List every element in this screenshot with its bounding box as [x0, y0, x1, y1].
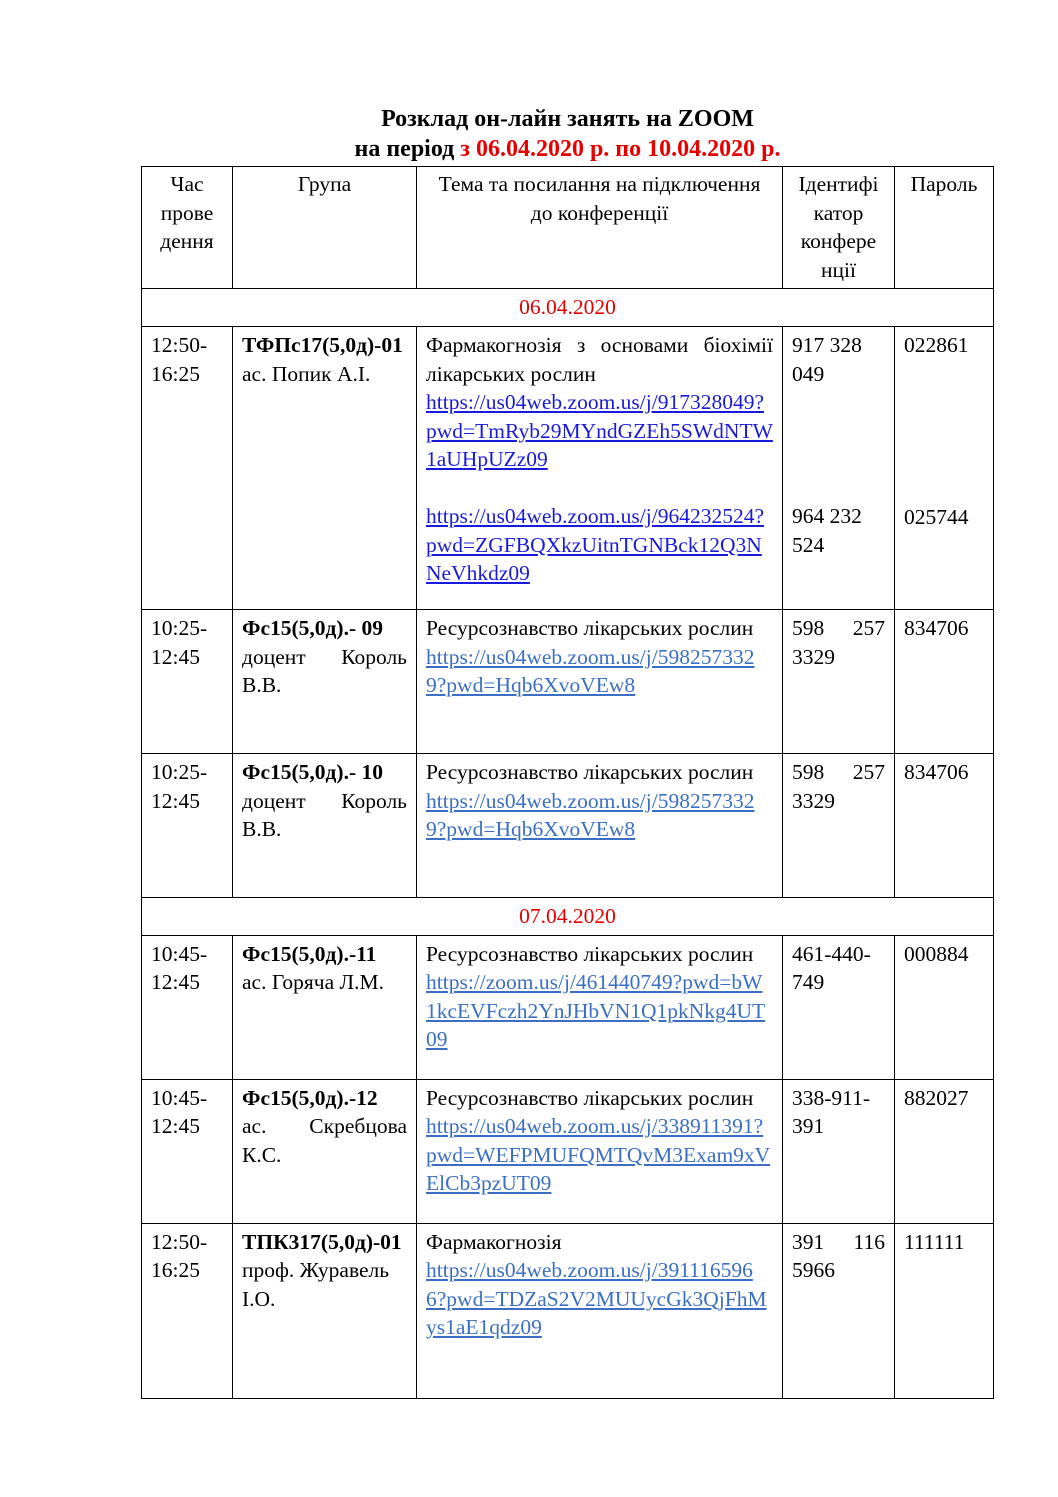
- group-name: Фс15(5,0д).- 09: [242, 615, 383, 640]
- subject-name: Фармакогнозія з основами біохімії лікарських рослин: [426, 332, 773, 386]
- topic-cell: [417, 753, 783, 897]
- subject-name: Ресурсознавство лікарських рослин: [426, 941, 754, 966]
- document-subtitle: [0, 134, 1058, 164]
- password-value: 000884: [895, 935, 994, 1079]
- zoom-link[interactable]: https://us04web.zoom.us/j/5982573329?pwd=Hqb6XvoVEw8: [426, 644, 755, 698]
- password-cell: [895, 326, 994, 609]
- id-cell: [783, 326, 895, 609]
- group-cell: [233, 1223, 417, 1398]
- topic-cell: [417, 935, 783, 1079]
- date-row-1: [142, 289, 994, 327]
- table-row: [142, 609, 994, 753]
- header-topic: Тема та посилання на підключення до конференції: [417, 167, 783, 289]
- conference-id: 598 257 3329: [783, 609, 895, 753]
- zoom-link[interactable]: https://us04web.zoom.us/j/3911165966?pwd=TDZaS2V2MUUycGk3QjFhMys1aE1qdz09: [426, 1258, 767, 1340]
- group-cell: [233, 753, 417, 897]
- password-value: 111111: [895, 1223, 994, 1398]
- zoom-link-2[interactable]: https://us04web.zoom.us/j/964232524?pwd=ZGFBQXkzUitnTGNBck12Q3NNeVhkdz09: [426, 503, 765, 586]
- group-cell: [233, 609, 417, 753]
- table-row: [142, 326, 994, 609]
- group-name: Фс15(5,0д).-11: [242, 941, 377, 966]
- conference-id: 461-440-749: [783, 935, 895, 1079]
- time-cell: 10:45-12:45: [142, 935, 233, 1079]
- schedule-table: [141, 166, 994, 1399]
- zoom-link[interactable]: https://us04web.zoom.us/j/5982573329?pwd=Hqb6XvoVEw8: [426, 788, 755, 842]
- header-group: Група: [233, 167, 417, 289]
- conference-id: 338-911-391: [783, 1079, 895, 1223]
- time-cell: 10:25-12:45: [142, 753, 233, 897]
- document-title: Розклад он-лайн занять на ZOOM: [381, 106, 754, 132]
- zoom-link[interactable]: https://us04web.zoom.us/j/338911391?pwd=WEFPMUFQMTQvM3Exam9xVElCb3pzUT09: [426, 1114, 771, 1196]
- time-cell: 10:25-12:45: [142, 609, 233, 753]
- table-row: [142, 1223, 994, 1398]
- table-row: [142, 935, 994, 1079]
- time-cell: 12:50-16:25: [142, 1223, 233, 1398]
- password-value: 834706: [895, 753, 994, 897]
- date-heading-2: 07.04.2020: [142, 897, 994, 935]
- time-cell: 10:45-12:45: [142, 1079, 233, 1223]
- teacher-name: доцент Король В.В.: [242, 788, 407, 842]
- topic-cell: [417, 1079, 783, 1223]
- password-value: 882027: [895, 1079, 994, 1223]
- subject-name: Ресурсознавство лікарських рослин: [426, 759, 754, 784]
- conference-id: 391 116 5966: [783, 1223, 895, 1398]
- time-cell: 12:50-16:25: [142, 326, 233, 609]
- subject-name: Ресурсознавство лікарських рослин: [426, 615, 754, 640]
- group-cell: [233, 326, 417, 609]
- date-row-2: [142, 897, 994, 935]
- teacher-name: ас. Скребцова К.С.: [242, 1114, 407, 1167]
- conference-id: 598 257 3329: [783, 753, 895, 897]
- group-cell: [233, 935, 417, 1079]
- teacher-name: доцент Король В.В.: [242, 644, 407, 698]
- period-range: з 06.04.2020 р. по 10.04.2020 р.: [460, 136, 781, 162]
- table-row: [142, 753, 994, 897]
- topic-cell: [417, 326, 783, 609]
- password-value: 834706: [895, 609, 994, 753]
- date-heading-1: 06.04.2020: [142, 289, 994, 327]
- teacher-name: проф. Журавель І.О.: [242, 1258, 390, 1311]
- group-name: Фс15(5,0д).- 10: [242, 759, 383, 784]
- subject-name: Ресурсознавство лікарських рослин: [426, 1085, 754, 1110]
- header-id: Ідентифі катор конфере нції: [783, 167, 895, 289]
- zoom-link[interactable]: https://zoom.us/j/461440749?pwd=bW1kcEVFczh2YnJHbVN1Q1pkNkg4UT09: [426, 970, 766, 1052]
- subject-name: Фармакогнозія: [426, 1229, 562, 1254]
- zoom-link[interactable]: https://us04web.zoom.us/j/917328049?pwd=TmRyb29MYndGZEh5SWdNTW1aUHpUZz09: [426, 390, 773, 472]
- group-cell: [233, 1079, 417, 1223]
- teacher-name: ас. Попик А.І.: [242, 361, 371, 386]
- conference-id: 917 328 049: [792, 332, 862, 386]
- table-row: [142, 1079, 994, 1223]
- header-time: Час прове дення: [142, 167, 233, 289]
- header-password: Пароль: [895, 167, 994, 289]
- password-value: 022861: [904, 332, 969, 357]
- group-name: Фс15(5,0д).-12: [242, 1085, 378, 1110]
- header-row: [142, 167, 994, 289]
- password-value-2: 025744: [904, 504, 969, 529]
- topic-cell: [417, 609, 783, 753]
- period-prefix: на період: [354, 136, 461, 162]
- teacher-name: ас. Горяча Л.М.: [242, 970, 384, 995]
- group-name: ТПК317(5,0д)-01: [242, 1229, 402, 1254]
- conference-id-2: 964 232 524: [792, 504, 862, 557]
- group-name: ТФПс17(5,0д)-01: [242, 332, 403, 357]
- topic-cell: [417, 1223, 783, 1398]
